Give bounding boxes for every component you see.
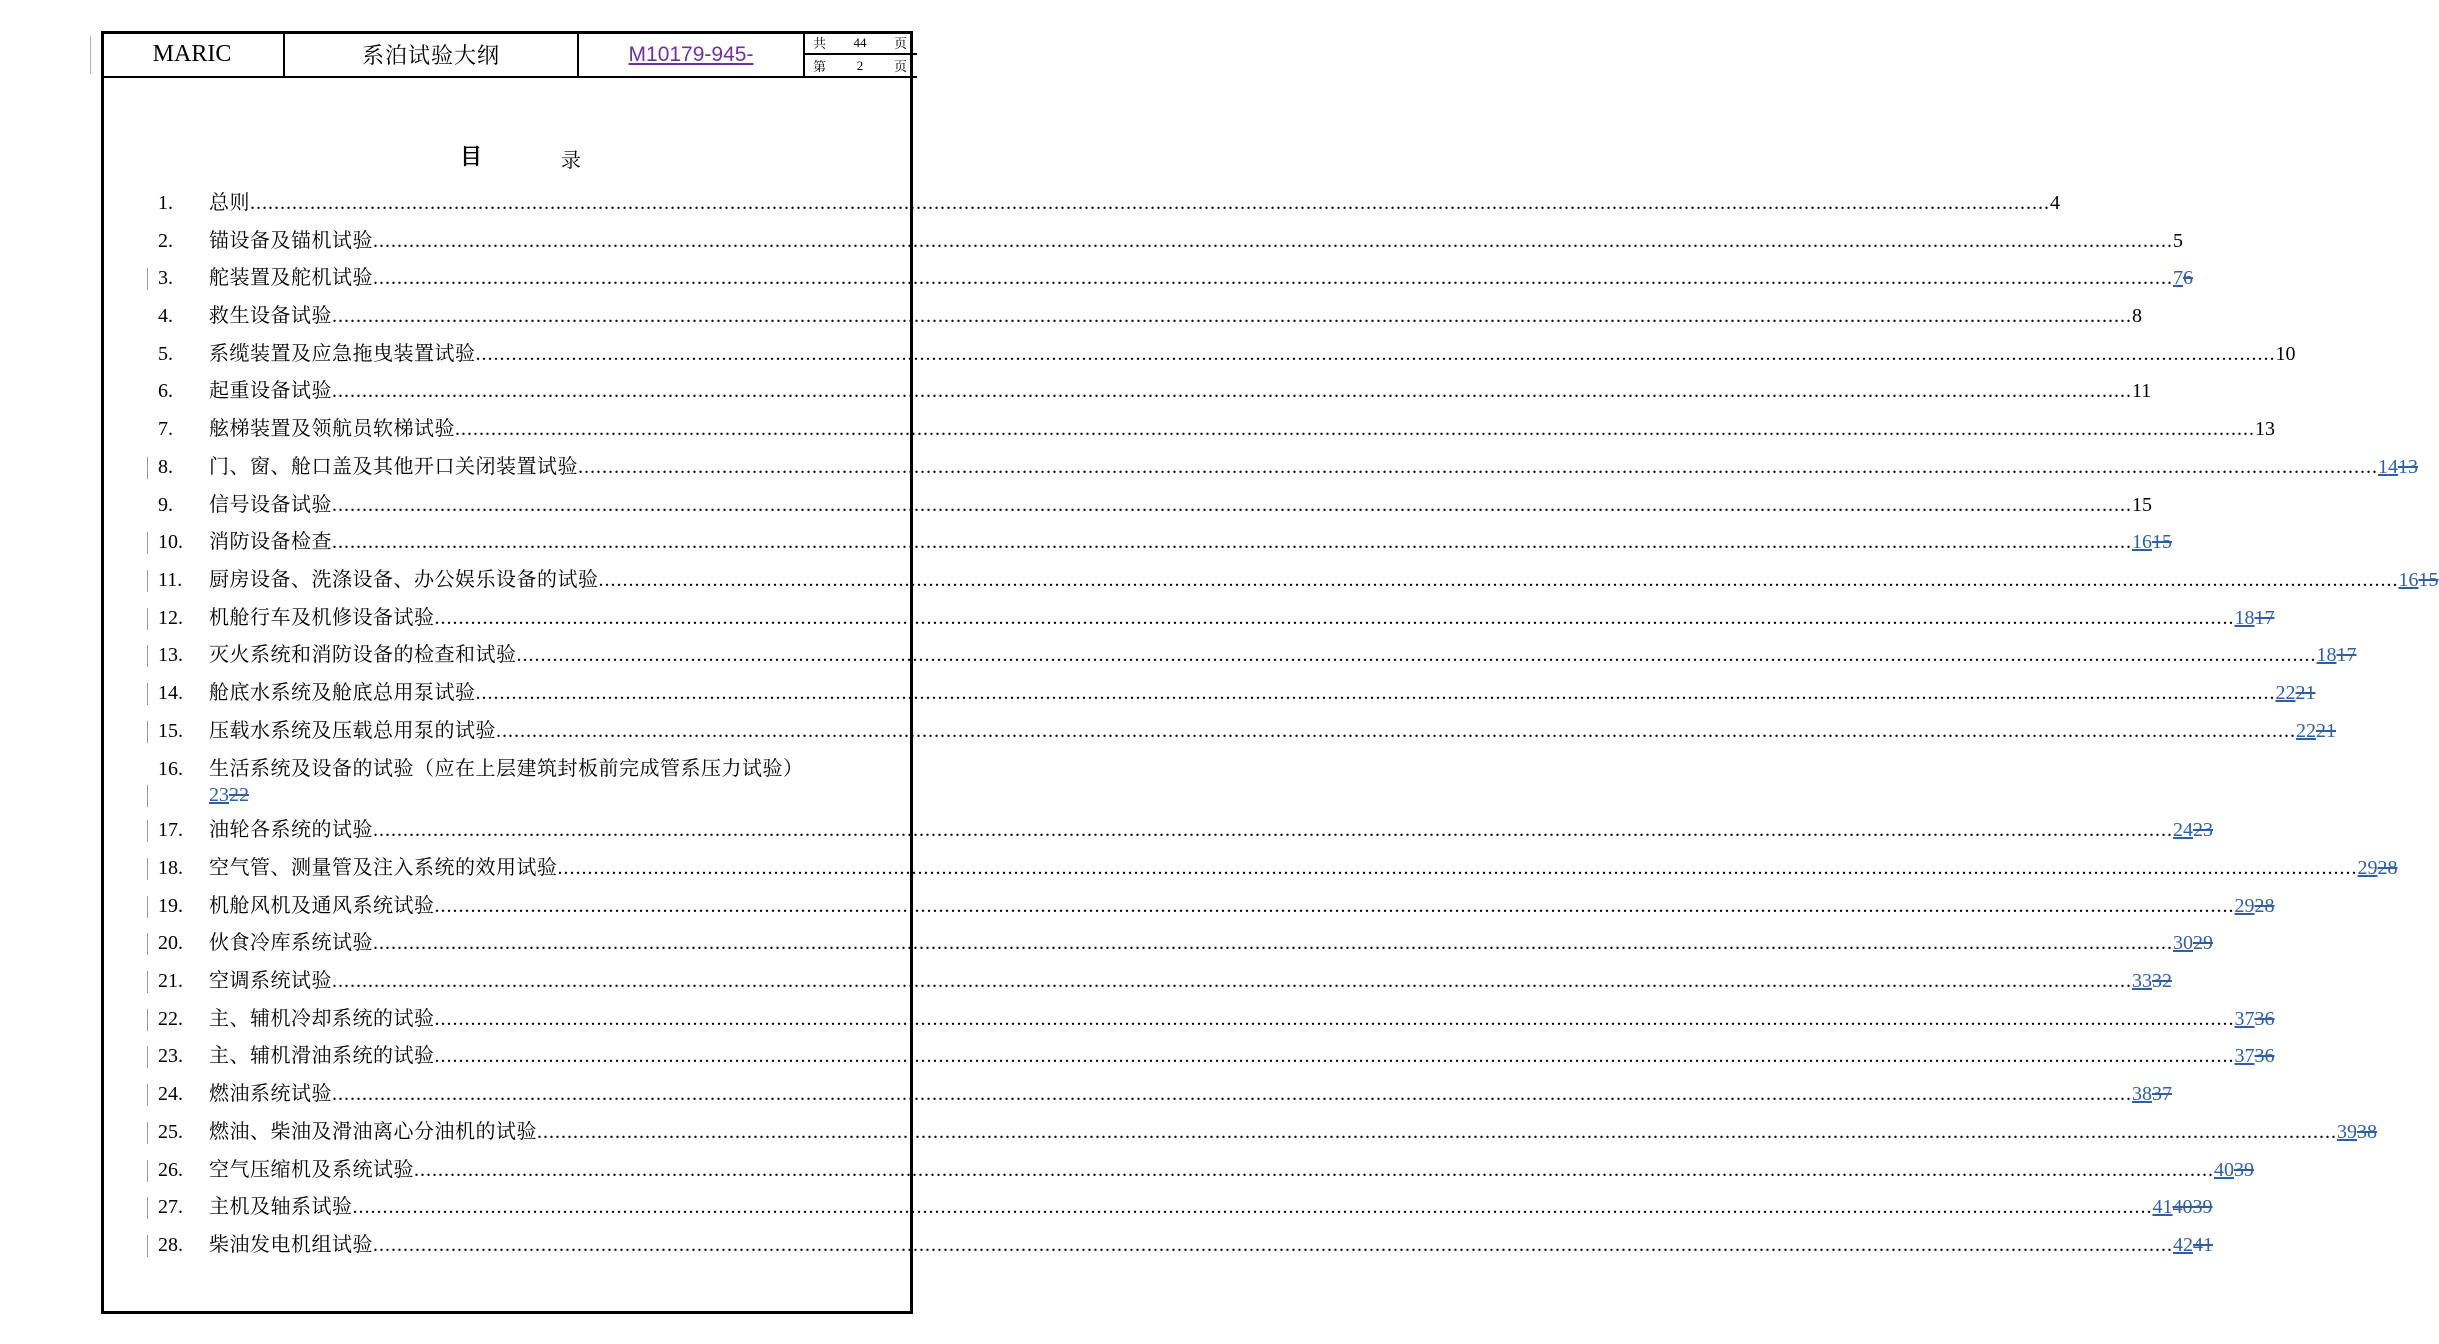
header-title: 系泊试验大纲 — [284, 32, 578, 77]
toc-entry-page-inserted: 38 — [2132, 1083, 2152, 1106]
table-of-contents — [150, 184, 2439, 1264]
toc-dot-leader: ............................................................................................................................................................................................................................................................................................................ — [373, 229, 2173, 252]
toc-entry-page: 11 — [2132, 380, 2152, 403]
toc-dot-leader: ............................................................................................................................................................................................................................................................................................................ — [496, 719, 2296, 742]
revision-change-bar — [147, 1009, 148, 1031]
toc-dot-leader: ............................................................................................................................................................................................................................................................................................................ — [434, 1045, 2235, 1068]
toc-entry-page-deleted: 21 — [2295, 681, 2316, 704]
toc-entry[interactable] — [150, 1113, 2377, 1151]
toc-entry-page-inserted: 37 — [2234, 1007, 2255, 1030]
toc-entry[interactable] — [150, 674, 2316, 712]
toc-entry-page-inserted: 33 — [2132, 970, 2152, 993]
toc-entry[interactable] — [150, 486, 2152, 524]
toc-entry-page-inserted: 22 — [2275, 681, 2296, 704]
toc-entry[interactable] — [150, 259, 2193, 297]
toc-entry-page-inserted: 16 — [2398, 568, 2419, 591]
toc-entry-label: 主机及轴系试验 — [209, 1194, 353, 1219]
toc-dot-leader: ............................................................................................................................................................................................................................................................................................................ — [332, 531, 2132, 554]
toc-entry-number: 11. — [158, 568, 183, 591]
current-page-value: 2 — [856, 57, 864, 73]
toc-entry-page-deleted: 22 — [229, 784, 249, 807]
toc-entry-label: 信号设备试验 — [209, 491, 332, 516]
toc-entry-page: 4 — [2050, 192, 2060, 214]
toc-entry-label: 系缆装置及应急拖曳装置试验 — [209, 340, 476, 365]
toc-entry-label: 伙食冷库系统试验 — [209, 930, 373, 955]
toc-entry-page-deleted: 17 — [2336, 644, 2357, 667]
toc-entry-page-deleted: 39 — [2234, 1158, 2254, 1181]
toc-entry-page-deleted: 38 — [2357, 1120, 2377, 1143]
revision-change-bar — [147, 457, 148, 479]
toc-entry-number: 24. — [158, 1083, 183, 1106]
toc-entry-page-group — [2358, 850, 2398, 888]
revision-change-bar — [147, 785, 148, 807]
revision-change-bar — [147, 570, 148, 592]
toc-entry-page-deleted: 15 — [2152, 531, 2172, 554]
toc-entry-number: 21. — [158, 970, 183, 993]
toc-entry-page-inserted: 14 — [2378, 455, 2398, 478]
toc-dot-leader: ............................................................................................................................................................................................................................................................................................................ — [414, 1158, 2214, 1181]
toc-entry-page-inserted: 24 — [2173, 819, 2193, 842]
toc-entry[interactable] — [150, 1037, 2275, 1075]
toc-entry[interactable] — [150, 184, 2060, 222]
toc-entry[interactable] — [150, 297, 2142, 335]
toc-entry-label: 空气管、测量管及注入系统的效用试验 — [209, 855, 558, 879]
toc-dot-leader: ............................................................................................................................................................................................................................................................................................................ — [373, 267, 2173, 290]
toc-entry-label: 锚设备及锚机试验 — [209, 227, 373, 252]
toc-entry-page-group — [2276, 675, 2316, 713]
toc-entry-number: 25. — [158, 1120, 183, 1143]
revision-change-bar — [147, 721, 148, 743]
toc-entry-label: 空调系统试验 — [209, 968, 332, 993]
toc-entry-label: 主、辅机冷却系统的试验 — [209, 1005, 435, 1030]
toc-entry-number: 26. — [158, 1158, 183, 1181]
toc-entry-number: 28. — [158, 1233, 183, 1256]
toc-entry-page-group — [2378, 449, 2418, 487]
toc-entry-number: 19. — [158, 894, 183, 917]
toc-dot-leader: ............................................................................................................................................................................................................................................................................................................ — [537, 1120, 2337, 1143]
toc-entry-page-deleted: 6 — [2183, 267, 2193, 290]
toc-entry[interactable] — [150, 410, 2275, 448]
toc-dot-leader: ............................................................................................................................................................................................................................................................................................................ — [455, 418, 2255, 441]
toc-entry-number: 15. — [158, 719, 183, 742]
toc-entry-page: 10 — [2275, 342, 2296, 365]
toc-entry-page-inserted: 42 — [2173, 1233, 2193, 1256]
toc-entry-page-group — [2132, 524, 2172, 562]
toc-entry-label: 生活系统及设备的试验（应在上层建筑封板前完成管系压力试验） — [209, 756, 804, 781]
revision-change-bar — [147, 1084, 148, 1106]
toc-entry-page-group — [2235, 1038, 2275, 1076]
toc-entry-page-inserted: 37 — [2234, 1045, 2255, 1068]
toc-entry-page-deleted: 4039 — [2172, 1196, 2213, 1219]
toc-entry[interactable] — [150, 811, 2213, 849]
toc-entry[interactable] — [150, 1226, 2213, 1264]
toc-entry-page-deleted: 29 — [2193, 932, 2213, 955]
toc-entry-page: 8 — [2132, 305, 2142, 328]
toc-entry-page-group — [2132, 963, 2172, 1001]
toc-entry-page-group — [2337, 1114, 2377, 1152]
toc-entry-number: 8. — [158, 455, 173, 478]
toc-entry[interactable] — [150, 448, 2418, 486]
toc-entry-page-deleted: 17 — [2254, 606, 2275, 629]
toc-entry-page-group — [2132, 298, 2142, 336]
toc-dot-leader: ............................................................................................................................................................................................................................................................................................................ — [332, 970, 2132, 993]
revision-change-bar — [147, 268, 148, 290]
revision-change-bar — [147, 820, 148, 842]
toc-entry[interactable] — [150, 962, 2172, 1000]
toc-entry-number: 22. — [158, 1007, 183, 1030]
toc-entry-number: 2. — [158, 229, 173, 252]
toc-entry-page-deleted: 36 — [2254, 1007, 2275, 1030]
toc-entry[interactable] — [150, 924, 2213, 962]
current-page-row: 第 2 页 — [805, 53, 917, 76]
toc-entry[interactable] — [150, 849, 2398, 887]
revision-change-bar — [147, 896, 148, 918]
toc-entry-number: 6. — [158, 380, 173, 403]
revision-change-bar — [147, 1122, 148, 1144]
toc-entry-label: 消防设备检查 — [209, 529, 332, 554]
toc-entry-page-group — [2153, 1189, 2213, 1227]
toc-entry-page-deleted: 13 — [2398, 455, 2418, 478]
toc-entry-page-group — [2173, 1227, 2213, 1265]
toc-entry-page-deleted: 23 — [2193, 819, 2213, 842]
toc-entry-label: 起重设备试验 — [209, 378, 332, 403]
toc-entry-page-deleted: 15 — [2418, 568, 2439, 591]
toc-entry[interactable] — [150, 222, 2183, 260]
revision-change-bar — [147, 1160, 148, 1182]
toc-entry-page-deleted: 37 — [2152, 1083, 2172, 1106]
toc-entry[interactable] — [150, 561, 2439, 599]
toc-entry-page-group — [2214, 1152, 2254, 1190]
toc-entry-page-group — [2235, 888, 2275, 926]
revision-change-bar — [147, 858, 148, 880]
toc-entry-number: 7. — [158, 418, 173, 441]
toc-dot-leader: ............................................................................................................................................................................................................................................................................................................ — [578, 455, 2378, 478]
toc-entry[interactable] — [150, 599, 2275, 637]
toc-dot-leader: ............................................................................................................................................................................................................................................................................................................ — [475, 681, 2276, 704]
toc-entry-page-inserted: 30 — [2173, 932, 2193, 955]
header-doc-code[interactable]: M10179-945- — [578, 32, 804, 77]
toc-entry-page-group — [2235, 600, 2275, 638]
toc-entry-label: 柴油发电机组试验 — [209, 1231, 373, 1256]
toc-dot-leader: ............................................................................................................................................................................................................................................................................................................ — [332, 380, 2132, 403]
toc-entry-page-inserted: 41 — [2152, 1196, 2173, 1219]
toc-dot-leader: ............................................................................................................................................................................................................................................................................................................ — [332, 305, 2132, 328]
revision-change-bar — [147, 608, 148, 630]
toc-entry-page-inserted: 18 — [2234, 606, 2255, 629]
toc-entry-number: 12. — [158, 606, 183, 629]
toc-entry-page-group — [2173, 260, 2193, 298]
toc-dot-leader: ............................................................................................................................................................................................................................................................................................................ — [373, 1233, 2173, 1256]
toc-entry-label: 舵装置及舵机试验 — [209, 265, 373, 290]
toc-entry-page-inserted: 16 — [2132, 531, 2152, 554]
toc-entry-number: 5. — [158, 342, 173, 365]
revision-change-bar — [147, 1046, 148, 1068]
toc-entry-number: 18. — [158, 857, 183, 879]
toc-entry-page-line — [150, 782, 882, 808]
total-pages-value: 44 — [853, 34, 867, 50]
toc-entry-page-group — [2317, 637, 2357, 675]
toc-entry-label: 舷梯装置及领航员软梯试验 — [209, 416, 455, 441]
toc-entry-page-group — [2173, 812, 2213, 850]
toc-entry-number: 13. — [158, 644, 183, 667]
toc-entry-number: 4. — [158, 305, 173, 328]
toc-entry-number: 17. — [158, 819, 183, 842]
toc-entry[interactable] — [150, 1075, 2172, 1113]
toc-entry-label: 救生设备试验 — [209, 303, 332, 328]
toc-entry-page-deleted: 28 — [2377, 857, 2398, 879]
toc-entry-page-group — [2173, 223, 2183, 261]
toc-entry-page-group — [2276, 336, 2296, 374]
toc-entry-number: 20. — [158, 932, 183, 955]
toc-entry-page-deleted: 32 — [2152, 970, 2172, 993]
toc-dot-leader: ............................................................................................................................................................................................................................................................................................................ — [250, 192, 2050, 214]
toc-heading-2: 录 — [561, 148, 581, 172]
toc-dot-leader: ............................................................................................................................................................................................................................................................................................................ — [434, 606, 2235, 629]
toc-dot-leader: ............................................................................................................................................................................................................................................................................................................ — [373, 819, 2173, 842]
toc-entry-page-inserted: 18 — [2316, 644, 2337, 667]
total-pages-row: 共 44 页 — [813, 34, 907, 51]
toc-entry-page-inserted: 39 — [2337, 1120, 2357, 1143]
toc-entry-label: 门、窗、舱口盖及其他开口关闭装置试验 — [209, 453, 578, 478]
revision-change-bar — [147, 1197, 148, 1219]
toc-dot-leader: ............................................................................................................................................................................................................................................................................................................ — [434, 894, 2235, 917]
toc-entry-page-deleted: 36 — [2254, 1045, 2275, 1068]
toc-entry-label: 主、辅机滑油系统的试验 — [209, 1043, 435, 1068]
toc-entry-label: 灭火系统和消防设备的检查和试验 — [209, 642, 517, 667]
toc-entry-page-group — [2399, 562, 2439, 600]
toc-entry-page: 15 — [2132, 493, 2152, 516]
toc-entry-number: 1. — [158, 192, 173, 214]
toc-entry[interactable] — [150, 372, 2152, 410]
toc-entry-number: 14. — [158, 681, 183, 704]
toc-entry[interactable] — [150, 335, 2296, 373]
toc-entry-page-group — [2132, 487, 2152, 525]
toc-entry-page-group — [2050, 185, 2060, 223]
toc-entry-number: 9. — [158, 493, 173, 516]
toc-entry-label: 压载水系统及压载总用泵的试验 — [209, 717, 496, 742]
toc-entry[interactable] — [150, 887, 2275, 925]
revision-change-bar — [147, 933, 148, 955]
toc-entry-label: 厨房设备、洗涤设备、办公娱乐设备的试验 — [209, 566, 599, 591]
toc-dot-leader: ............................................................................................................................................................................................................................................................................................................ — [516, 644, 2317, 667]
toc-entry[interactable] — [150, 712, 2336, 750]
toc-dot-leader: ............................................................................................................................................................................................................................................................................................................ — [373, 932, 2173, 955]
toc-dot-leader: ............................................................................................................................................................................................................................................................................................................ — [598, 568, 2399, 591]
toc-entry-page-group — [2173, 925, 2213, 963]
toc-entry-page: 5 — [2173, 229, 2183, 252]
toc-entry[interactable] — [150, 1188, 2213, 1226]
toc-entry-label: 舱底水系统及舱底总用泵试验 — [209, 679, 476, 704]
toc-dot-leader: ............................................................................................................................................................................................................................................................................................................ — [557, 857, 2358, 879]
toc-entry[interactable] — [150, 1151, 2254, 1189]
toc-entry-page-group — [2296, 713, 2336, 751]
toc-entry-number: 10. — [158, 531, 183, 554]
toc-entry-page-inserted: 29 — [2234, 894, 2255, 917]
toc-entry-label: 燃油、柴油及滑油离心分油机的试验 — [209, 1118, 537, 1143]
toc-entry-page-group — [2255, 411, 2275, 449]
toc-entry-label: 机舱风机及通风系统试验 — [209, 892, 435, 917]
revision-change-bar — [147, 645, 148, 667]
toc-entry-page-group — [2132, 1076, 2172, 1114]
toc-entry-page-inserted: 29 — [2357, 857, 2378, 879]
revision-change-bar — [147, 1235, 148, 1257]
toc-dot-leader: ............................................................................................................................................................................................................................................................................................................ — [332, 1083, 2132, 1106]
revision-margin-mark — [90, 36, 91, 74]
toc-entry-label: 总则 — [209, 190, 250, 214]
toc-entry-page-deleted: 28 — [2254, 894, 2275, 917]
toc-entry[interactable] — [150, 523, 2172, 561]
toc-dot-leader: ............................................................................................................................................................................................................................................................................................................ — [352, 1196, 2153, 1219]
toc-heading-1: 目 — [460, 144, 483, 170]
toc-entry[interactable] — [150, 636, 2357, 674]
toc-entry-label: 空气压缩机及系统试验 — [209, 1156, 414, 1181]
toc-entry-page-deleted: 21 — [2316, 719, 2336, 742]
header-org: MARIC — [101, 32, 284, 77]
toc-entry-page-inserted: 23 — [209, 784, 229, 807]
toc-entry-number: 27. — [158, 1196, 183, 1219]
revision-change-bar — [147, 971, 148, 993]
toc-entry-page-inserted: 40 — [2214, 1158, 2234, 1181]
revision-change-bar — [147, 683, 148, 705]
toc-entry-page-deleted: 41 — [2193, 1233, 2213, 1256]
header-page-count — [804, 32, 917, 77]
toc-entry-label: 燃油系统试验 — [209, 1081, 332, 1106]
toc-entry-page-group — [2235, 1001, 2275, 1039]
toc-entry-label: 机舱行车及机修设备试验 — [209, 604, 435, 629]
toc-entry[interactable] — [150, 749, 882, 811]
toc-entry-page: 13 — [2255, 418, 2275, 441]
toc-dot-leader: ............................................................................................................................................................................................................................................................................................................ — [475, 342, 2276, 365]
toc-entry-number: 16. — [158, 758, 183, 781]
toc-entry[interactable] — [150, 1000, 2275, 1038]
toc-entry-number: 23. — [158, 1045, 183, 1068]
revision-change-bar — [147, 532, 148, 554]
toc-dot-leader: ............................................................................................................................................................................................................................................................................................................ — [332, 493, 2132, 516]
toc-entry-number: 3. — [158, 267, 173, 290]
document-header — [101, 31, 917, 78]
toc-entry-page-inserted: 7 — [2173, 267, 2183, 290]
toc-entry-page-inserted: 22 — [2296, 719, 2316, 742]
toc-entry-label: 油轮各系统的试验 — [209, 817, 373, 842]
toc-entry-page-group — [2132, 373, 2151, 411]
toc-dot-leader: ............................................................................................................................................................................................................................................................................................................ — [434, 1007, 2235, 1030]
